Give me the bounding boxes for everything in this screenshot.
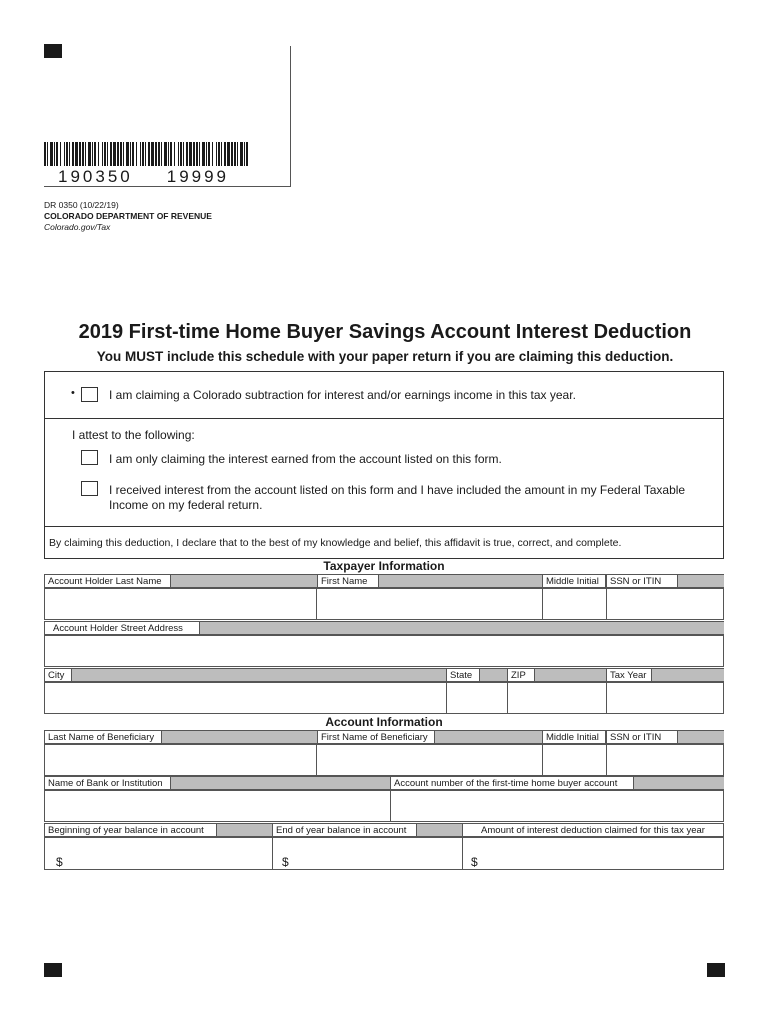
label-shade [652, 668, 724, 682]
taxpayer-section-heading: Taxpayer Information [323, 559, 445, 573]
attest-item-2-line-1: I received interest from the account listed on this form and I have included the amount in my Federal Taxable [109, 483, 686, 497]
beneficiary-ssn-label: SSN or ITIN [606, 730, 678, 744]
state-label: State [446, 668, 480, 682]
interest-amount-input[interactable] [462, 837, 724, 870]
attest-checkbox-2[interactable] [81, 481, 98, 496]
page-title: 2019 First-time Home Buyer Savings Account Interest Deduction [78, 321, 692, 343]
middle-initial-input[interactable] [542, 588, 607, 620]
label-shade [634, 776, 724, 790]
taxpayer-name-label-row [44, 574, 724, 588]
beneficiary-first-name-input[interactable] [316, 744, 543, 776]
middle-initial-label: Middle Initial [542, 574, 606, 588]
zip-label: ZIP [507, 668, 535, 682]
bank-name-input[interactable] [44, 790, 391, 822]
attest-item-2-line-2: Income on my federal return. [109, 498, 263, 512]
label-shade [72, 668, 446, 682]
department-name: COLORADO DEPARTMENT OF REVENUE [44, 211, 212, 221]
street-address-input[interactable] [44, 635, 724, 667]
city-label: City [44, 668, 72, 682]
beginning-balance-input[interactable] [44, 837, 273, 870]
taxpayer-name-input-row [44, 588, 724, 620]
label-shade [171, 574, 317, 588]
account-number-input[interactable] [390, 790, 724, 822]
required-bullet: • [71, 387, 75, 399]
currency-symbol: $ [282, 855, 289, 869]
interest-amount-label: Amount of interest deduction claimed for this tax year [462, 823, 724, 837]
label-shade [535, 668, 606, 682]
beneficiary-label-row [44, 730, 724, 744]
zip-input[interactable] [507, 682, 607, 714]
department-website: Colorado.gov/Tax [44, 222, 111, 232]
beneficiary-ssn-input[interactable] [606, 744, 724, 776]
beneficiary-first-name-label: First Name of Beneficiary [317, 730, 435, 744]
account-number-label: Account number of the first-time home buyer account [390, 776, 634, 790]
ssn-label: SSN or ITIN [606, 574, 678, 588]
label-shade [417, 823, 462, 837]
first-name-label: First Name [317, 574, 379, 588]
last-name-input[interactable] [44, 588, 317, 620]
state-input[interactable] [446, 682, 508, 714]
balance-input-row [44, 837, 724, 870]
attest-item-1: I am only claiming the interest earned from the account listed on this form. [109, 452, 502, 466]
beginning-balance-label: Beginning of year balance in account [44, 823, 217, 837]
city-input-row [44, 682, 724, 714]
form-identifier [44, 200, 212, 233]
ending-balance-label: End of year balance in account [272, 823, 417, 837]
bank-input-row [44, 790, 724, 822]
ssn-input[interactable] [606, 588, 724, 620]
barcode [44, 142, 252, 166]
declaration-text: By claiming this deduction, I declare that to the best of my knowledge and belief, this affidavit is true, correct, and complete. [49, 537, 622, 549]
beneficiary-last-name-input[interactable] [44, 744, 317, 776]
tax-year-label: Tax Year [606, 668, 652, 682]
beneficiary-middle-initial-input[interactable] [542, 744, 607, 776]
attest-checkbox-1[interactable] [81, 450, 98, 465]
label-shade [678, 730, 724, 744]
city-input[interactable] [44, 682, 447, 714]
label-shade [217, 823, 272, 837]
beneficiary-input-row [44, 744, 724, 776]
balance-label-row [44, 823, 724, 837]
label-shade [162, 730, 317, 744]
ending-balance-input[interactable] [272, 837, 463, 870]
label-shade [480, 668, 507, 682]
label-shade [678, 574, 724, 588]
tax-year-input[interactable] [606, 682, 724, 714]
street-input-row [44, 635, 724, 667]
registration-mark-bottom-left [44, 963, 62, 977]
first-name-input[interactable] [316, 588, 543, 620]
last-name-label: Account Holder Last Name [44, 574, 171, 588]
attest-heading: I attest to the following: [72, 428, 195, 442]
beneficiary-middle-initial-label: Middle Initial [542, 730, 606, 744]
currency-symbol: $ [56, 855, 63, 869]
registration-mark-bottom-right [707, 963, 725, 977]
label-shade [200, 621, 724, 635]
account-section-heading: Account Information [325, 715, 443, 729]
label-shade [379, 574, 542, 588]
page-subtitle: You MUST include this schedule with your paper return if you are claiming this deduction. [96, 349, 674, 364]
header-divider-vertical [290, 46, 291, 186]
form-code: DR 0350 (10/22/19) [44, 200, 119, 210]
street-label-row [44, 621, 724, 635]
bank-label-row [44, 776, 724, 790]
registration-mark-top-left [44, 44, 62, 58]
label-shade [435, 730, 542, 744]
label-shade [171, 776, 390, 790]
claim-label: I am claiming a Colorado subtraction for interest and/or earnings income in this tax year. [109, 388, 576, 402]
claim-checkbox[interactable] [81, 387, 98, 402]
barcode-number: 190350 19999 [58, 167, 230, 186]
bank-name-label: Name of Bank or Institution [44, 776, 171, 790]
currency-symbol: $ [471, 855, 478, 869]
city-label-row [44, 668, 724, 682]
street-address-label: Account Holder Street Address [44, 621, 200, 635]
beneficiary-last-name-label: Last Name of Beneficiary [44, 730, 162, 744]
